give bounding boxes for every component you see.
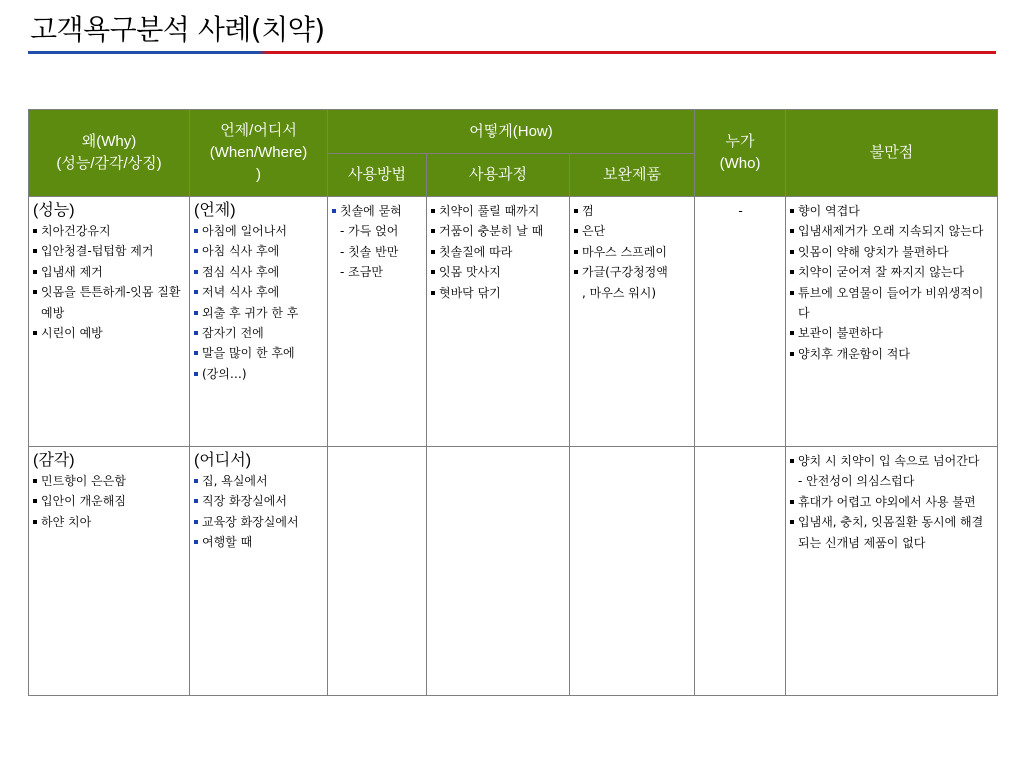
list-item: 외출 후 귀가 한 후 [194,303,324,323]
header-how: 어떻게(How) [328,110,695,154]
list-item: 칫솔질에 따라 [431,242,566,262]
list-item: 교육장 화장실에서 [194,512,324,532]
row2-who-cell [695,447,786,696]
list-item: 보관이 불편하다 [790,323,994,343]
list-item: 튜브에 오염물이 들어가 비위생적이다 [790,283,994,324]
list-item: 향이 역겹다 [790,201,994,221]
title-underline [28,51,996,54]
row2-process-cell [427,447,570,696]
list-item: 양치 시 치약이 입 속으로 넘어간다 [790,451,994,471]
list-item: 휴대가 어렵고 야외에서 사용 불편 [790,492,994,512]
list-item: 은단 [574,221,691,241]
list-subitem: - 조금만 [340,265,383,280]
list-item: 아침 식사 후에 [194,241,324,261]
row1-when-cell [190,197,328,447]
list-item: 잇몸 맛사지 [431,262,566,282]
list-subitem: - 칫솔 반만 [340,244,399,259]
row1-who-cell: - [695,197,786,447]
list-item: 치아건강유지 [33,221,186,241]
list-item: 잇몸이 약해 양치가 불편하다 [790,242,994,262]
header-who: 누가 (Who) [695,110,786,197]
list-item: 입안이 개운해짐 [33,491,186,511]
row1-why-heading: (성능) [33,202,75,219]
list-item: 가글(구강청정액 [574,262,691,282]
row2-where-cell [190,447,328,696]
list-subitem: , 마우스 워시) [582,285,657,300]
row2-why-cell [29,447,190,696]
list-item: 마우스 스프레이 [574,242,691,262]
row1-why-cell [29,197,190,447]
header-how-method: 사용방법 [328,154,427,197]
row2-why-heading: (감각) [33,452,75,469]
list-item: 입안청결-텁텁함 제거 [33,241,186,261]
list-item: 치약이 굳어져 잘 짜지지 않는다 [790,262,994,282]
header-when-where: 언제/어디서 (When/Where) ) [190,110,328,197]
list-item: 껌 [574,201,691,221]
list-item: 직장 화장실에서 [194,491,324,511]
row1-supplement-cell [570,197,695,447]
row1-process-cell [427,197,570,447]
list-item: 입냄새제거가 오래 지속되지 않는다 [790,221,994,241]
row2-supplement-cell [570,447,695,696]
row2-method-cell [328,447,427,696]
list-item: 민트향이 은은함 [33,471,186,491]
list-item: (강의…) [194,364,324,384]
list-item: 점심 식사 후에 [194,262,324,282]
header-how-supplement: 보완제품 [570,154,695,197]
list-item: 시린이 예방 [33,323,186,343]
list-item: 치약이 풀릴 때까지 [431,201,566,221]
list-item: 입냄새 제거 [33,262,186,282]
list-item: 하얀 치아 [33,512,186,532]
list-item: 잠자기 전에 [194,323,324,343]
list-item: 양치후 개운함이 적다 [790,344,994,364]
row1-when-heading: (언제) [194,202,236,219]
header-why: 왜(Why) (성능/감각/상징) [29,110,190,197]
list-item: 칫솔에 묻혀 [332,201,423,221]
row2-complaint-cell [786,447,998,696]
list-subitem: - 가득 얹어 [340,224,399,239]
list-item: 혓바닥 닦기 [431,283,566,303]
list-item: 말을 많이 한 후에 [194,343,324,363]
customer-needs-table [28,109,998,696]
list-item: 여행할 때 [194,532,324,552]
row2-where-heading: (어디서) [194,452,252,469]
page-title: 고객욕구분석 사례(치약) [30,13,325,46]
row1-method-cell [328,197,427,447]
header-complaint: 불만점 [786,110,998,197]
list-item: 집, 욕실에서 [194,471,324,491]
list-item: 입냄새, 충치, 잇몸질환 동시에 해결되는 신개념 제품이 없다 [790,512,994,553]
row1-complaint-cell [786,197,998,447]
header-how-process: 사용과정 [427,154,570,197]
list-subitem: - 안전성이 의심스럽다 [798,474,915,489]
list-item: 아침에 일어나서 [194,221,324,241]
list-item: 잇몸을 튼튼하게-잇몸 질환 예방 [33,282,186,323]
list-item: 저녁 식사 후에 [194,282,324,302]
list-item: 거품이 충분히 날 때 [431,221,566,241]
